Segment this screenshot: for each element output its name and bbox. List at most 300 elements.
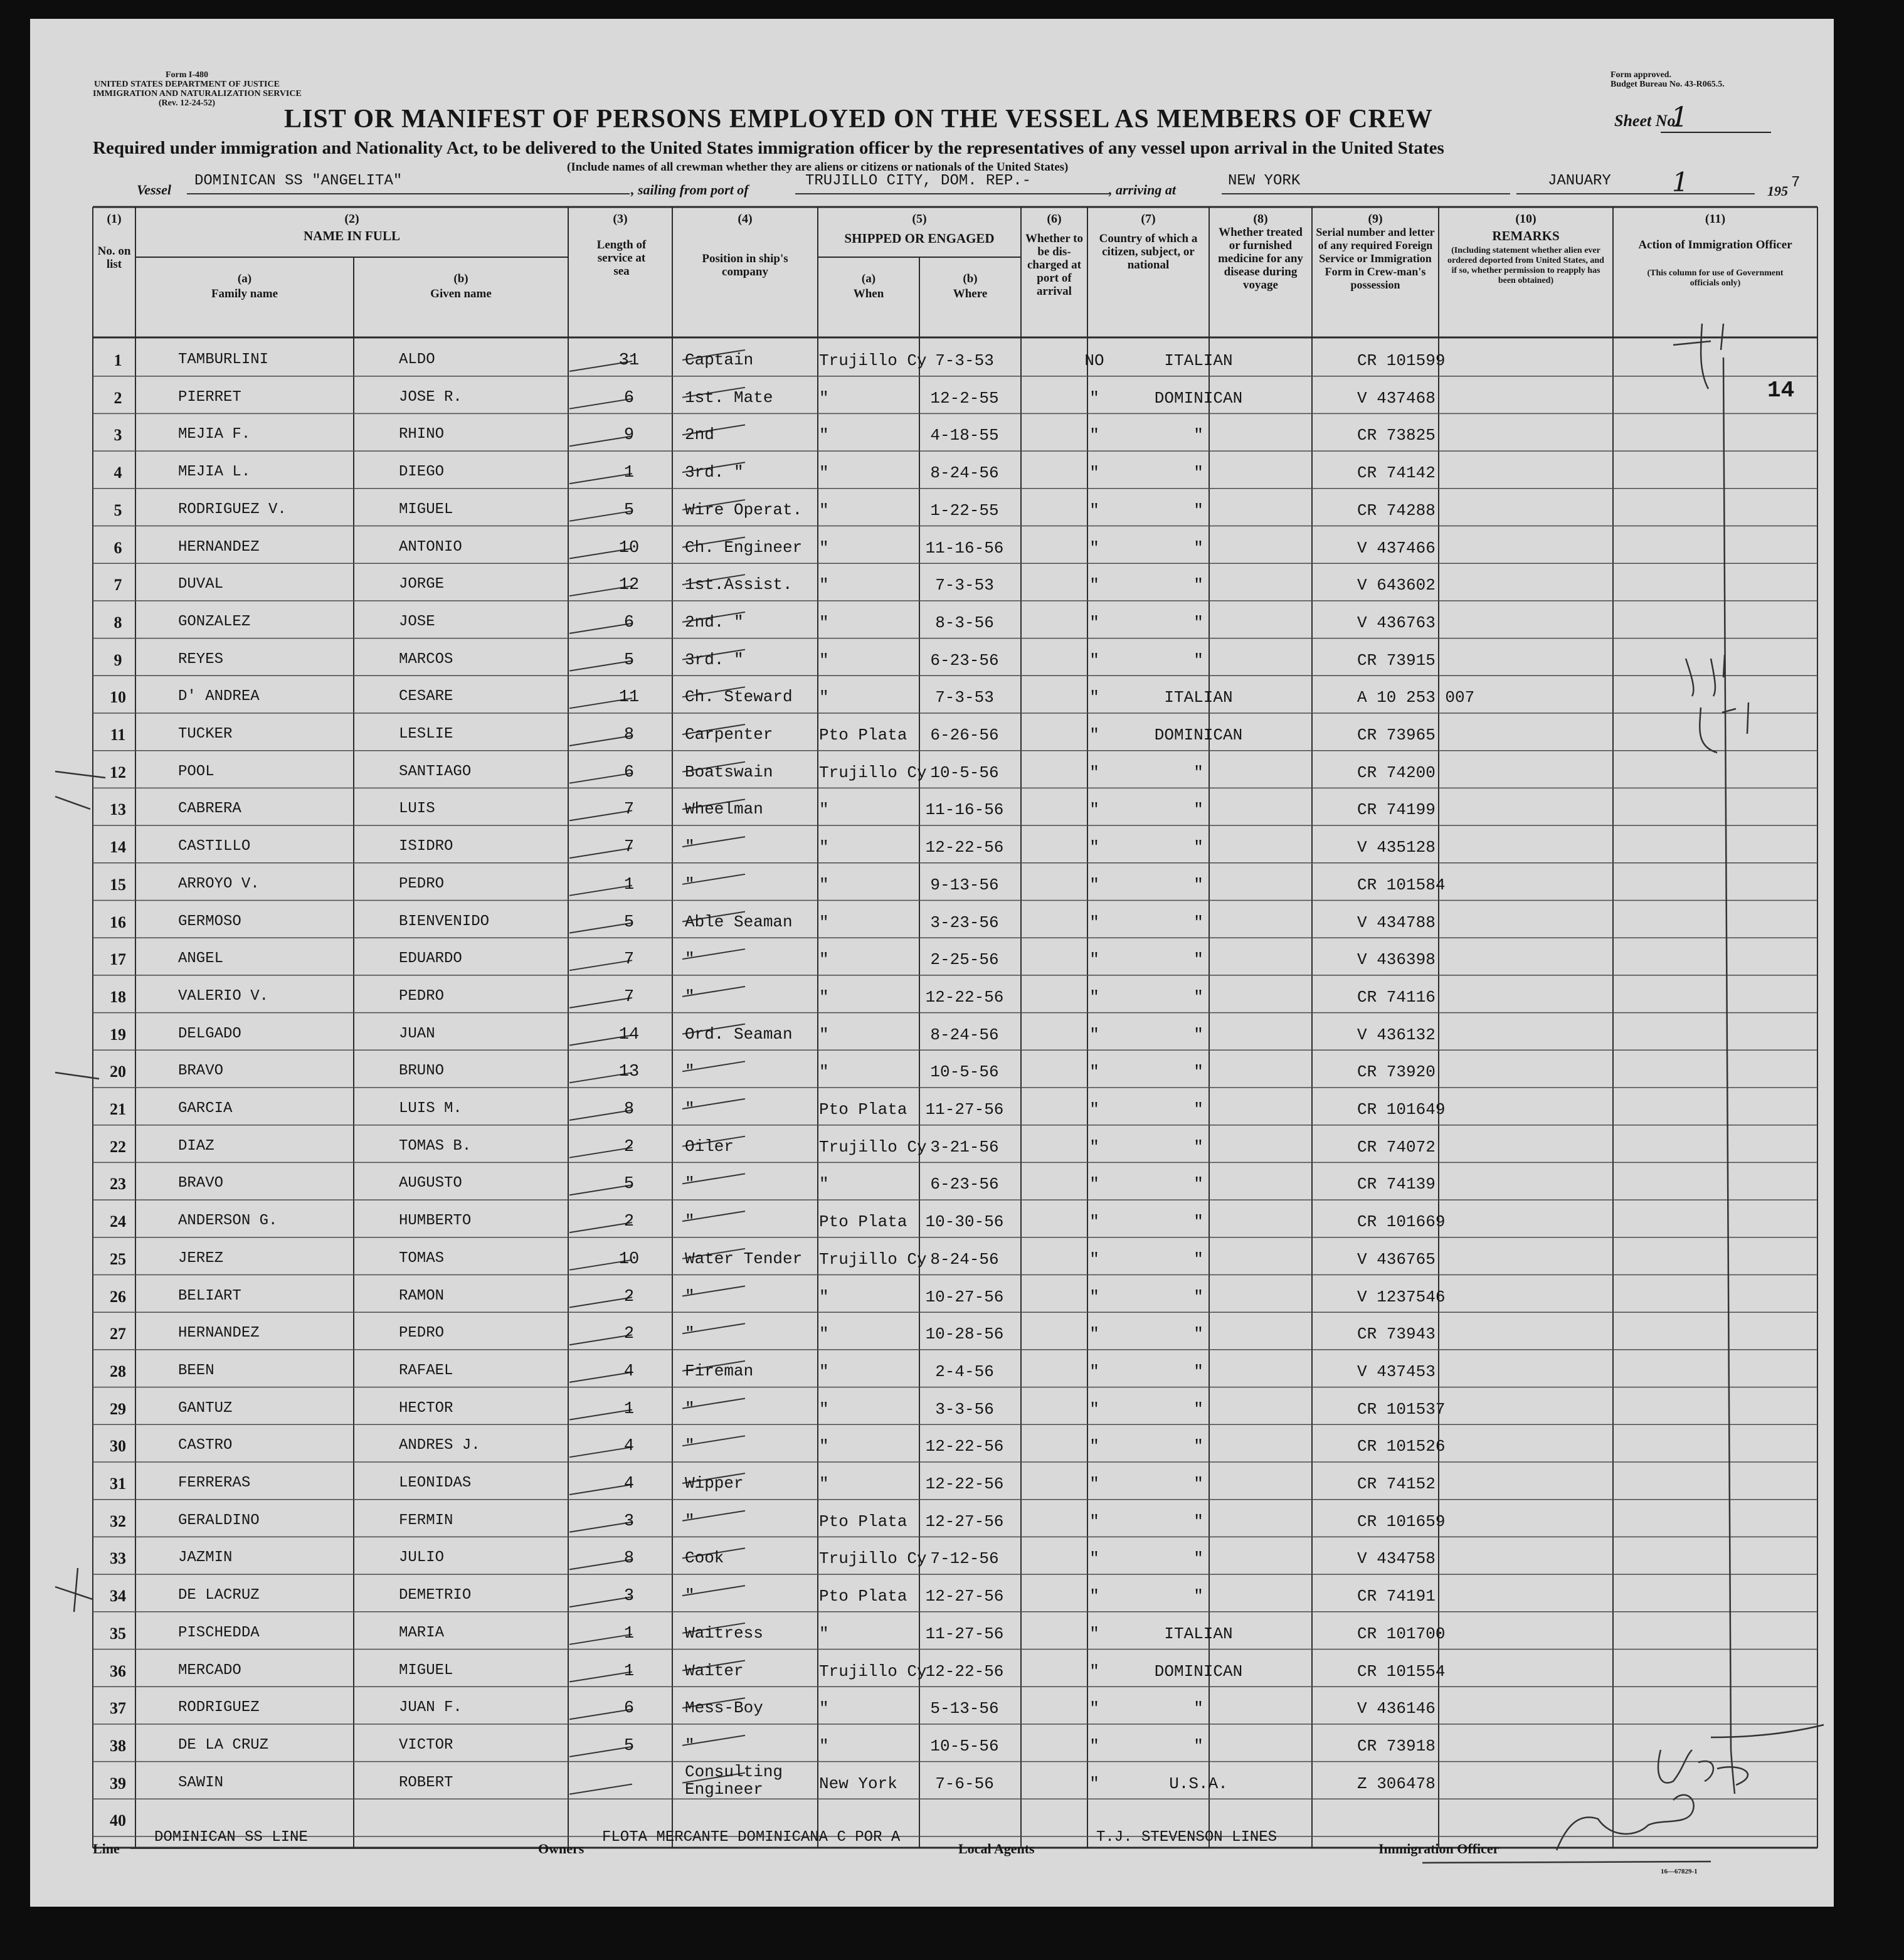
col-family-letter: (a) [237,272,252,285]
position-cell: " [685,987,695,1006]
discharged-cell: " [1089,426,1099,445]
given-name-cell: MIGUEL [399,1661,453,1679]
shipped-when-cell: Trujillo Cy [819,1549,927,1569]
family-name-cell: DELGADO [178,1025,241,1042]
table-row [93,1537,1817,1574]
given-name-cell: BIENVENIDO [399,913,490,930]
position-cell: Cook [685,1549,724,1568]
col-no-label: No. on list [97,245,131,271]
country-cell: ITALIAN [1164,351,1233,370]
service-name: IMMIGRATION AND NATURALIZATION SERVICE [93,89,302,98]
country-cell: " [1193,1175,1203,1194]
given-name-cell: JUAN [399,1025,435,1042]
serial-number-cell: CR 74139 [1357,1175,1436,1194]
family-name-cell: JEREZ [178,1249,224,1267]
length-of-service-cell: 1 [623,875,635,894]
length-of-service-cell: 2 [623,1287,635,1306]
row-number: 16 [110,913,126,931]
table-row [93,1574,1817,1611]
length-of-service-cell: 1 [623,1399,635,1419]
row-number: 21 [110,1100,126,1118]
serial-number-cell: CR 101599 [1357,351,1446,370]
given-name-cell: JOSE R. [399,388,462,406]
country-cell: " [1193,1736,1203,1756]
plate-code: 16—67829-1 [1661,1868,1698,1875]
shipped-when-cell: " [819,875,829,894]
table-row [93,1088,1817,1125]
discharged-cell: " [1089,1100,1099,1119]
family-name-cell: BRAVO [178,1175,224,1192]
serial-number-cell: CR 74072 [1357,1137,1436,1157]
include-note: (Include names of all crewman whether they are aliens or citizens or nationals of the United States) [567,161,1069,174]
discharged-cell: " [1089,1025,1099,1044]
given-name-cell: MARCOS [399,650,453,668]
line-underline [130,1848,551,1849]
shipped-where-cell: 4-18-55 [930,426,999,445]
family-name-cell: SAWIN [178,1774,224,1791]
length-of-service-cell: 6 [623,613,635,632]
serial-number-cell: CR 73825 [1357,426,1436,445]
given-name-cell: CESARE [399,688,453,706]
row-number: 33 [110,1549,126,1568]
family-name-cell: HERNANDEZ [178,538,260,556]
length-of-service-cell: 7 [623,950,635,970]
length-of-service-cell: 11 [618,688,640,707]
serial-number-cell: V 436763 [1357,613,1436,632]
serial-number-cell: CR 73965 [1357,726,1436,744]
family-name-cell: DE LA CRUZ [178,1736,269,1754]
shipped-when-cell: " [819,1325,829,1344]
shipped-where-cell: 12-22-56 [925,1437,1004,1456]
given-name-cell: ANDRES J. [399,1437,480,1454]
family-name-cell: MERCADO [178,1661,241,1679]
length-of-service-cell: 4 [623,1362,635,1381]
serial-number-cell: V 434758 [1357,1549,1436,1569]
given-name-cell: TOMAS B. [399,1137,472,1155]
agents-value: T.J. STEVENSON LINES [1096,1829,1277,1846]
shipped-where-cell: 2-4-56 [935,1362,994,1381]
position-cell: Carpenter [685,725,773,744]
serial-number-cell: CR 73920 [1357,1062,1436,1082]
position-cell: " [685,1099,695,1118]
shipped-where-cell: 7-12-56 [930,1549,999,1569]
table-row [93,413,1817,450]
table-row [93,901,1817,938]
discharged-cell: " [1089,1587,1099,1606]
serial-number-cell: CR 101554 [1357,1661,1446,1681]
discharged-cell: " [1089,613,1099,632]
serial-number-cell: CR 74288 [1357,501,1436,520]
given-name-cell: JUAN F. [399,1699,462,1717]
serial-number-cell: V 434788 [1357,913,1436,932]
shipped-when-cell: Trujillo Cy [819,1137,927,1157]
shipped-when-cell: " [819,838,829,857]
position-cell: 2nd [685,425,714,445]
col-serial-number: (9) [1368,212,1383,226]
shipped-where-cell: 5-13-56 [930,1699,999,1719]
shipped-where-cell: 12-22-56 [925,1475,1004,1493]
country-cell: " [1193,576,1203,595]
shipped-where-cell: 8-24-56 [930,464,999,483]
discharged-cell: " [1089,1325,1099,1344]
given-name-cell: DEMETRIO [399,1587,472,1604]
country-cell: ITALIAN [1164,1624,1233,1643]
shipped-where-cell: 7-6-56 [935,1774,994,1793]
shipped-where-cell: 11-27-56 [925,1100,1004,1119]
length-of-service-cell: 7 [623,800,635,820]
col-family-label: Family name [211,287,278,300]
discharged-cell: " [1089,1437,1099,1456]
col-given-label: Given name [430,287,492,300]
serial-number-cell: CR 73915 [1357,650,1436,670]
serial-number-cell: V 436132 [1357,1025,1436,1044]
discharged-cell: " [1089,1287,1099,1306]
shipped-when-cell: " [819,1062,829,1082]
date-underline [1516,193,1755,194]
form-approved-text: Form approved. [1610,70,1671,80]
table-row [93,1650,1817,1687]
family-name-cell: HERNANDEZ [178,1325,260,1342]
country-cell: DOMINICAN [1154,726,1243,744]
position-cell: " [685,1735,695,1755]
family-name-cell: GERMOSO [178,913,241,930]
row-number: 19 [110,1025,126,1044]
serial-number-cell: V 643602 [1357,576,1436,595]
row-number: 17 [110,950,126,969]
position-cell: " [685,874,695,894]
country-cell: " [1193,1137,1203,1157]
table-row [93,975,1817,1012]
col-remarks-note: (Including statement whether alien ever ordered deported from United States, and if so, whether permission to reapply has been obtained) [1447,246,1604,285]
country-cell: " [1193,875,1203,894]
col-shipped-label: SHIPPED OR ENGAGED [844,231,995,246]
country-cell: " [1193,1325,1203,1344]
given-name-cell: LEONIDAS [399,1475,472,1491]
row-number: 30 [110,1437,126,1456]
arriving-label: , arriving at [1109,182,1176,198]
sheet-underline [1661,132,1771,133]
col-discharged-label: Whether to be dis-charged at port of arrival [1025,232,1083,298]
sheet-label: Sheet No. [1614,112,1679,130]
discharged-cell: " [1089,726,1099,744]
table-row [93,1312,1817,1349]
shipped-when-cell: " [819,426,829,445]
family-name-cell: RODRIGUEZ V. [178,501,287,518]
table-row [93,339,1817,376]
shipped-where-cell: 7-3-53 [935,576,994,595]
serial-number-cell: CR 101584 [1357,875,1446,894]
shipped-when-cell: " [819,501,829,520]
serial-number-cell: V 436765 [1357,1249,1436,1269]
serial-number-cell: V 437453 [1357,1362,1436,1381]
shipped-where-cell: 10-28-56 [925,1325,1004,1344]
family-name-cell: BEEN [178,1362,214,1379]
discharged-cell: " [1089,1399,1099,1419]
shipped-where-cell: 7-3-53 [935,351,994,370]
col-medicine-number: (8) [1253,212,1268,226]
sailing-label: , sailing from port of [631,182,749,198]
discharged-cell: " [1089,800,1099,820]
position-cell: Boatswain [685,762,773,781]
serial-number-cell: Z 306478 [1357,1774,1436,1793]
sailing-port: TRUJILLO CITY, DOM. REP.- [805,172,1032,189]
length-of-service-cell: 7 [623,987,635,1007]
shipped-when-cell: Trujillo Cy [819,763,927,782]
shipped-where-cell: 12-27-56 [925,1587,1004,1606]
shipped-when-cell: Pto Plata [819,1587,907,1606]
serial-number-cell: CR 101659 [1357,1512,1446,1531]
position-cell: 3rd. " [685,463,744,482]
owners-label: Owners [538,1841,584,1857]
position-cell: Ch. Steward [685,687,793,707]
table-row [93,563,1817,600]
shipped-when-cell: " [819,613,829,632]
family-name-cell: VALERIO V. [178,987,269,1005]
shipped-when-cell: Pto Plata [819,1212,907,1232]
given-name-cell: RAMON [399,1287,445,1305]
country-cell: " [1193,800,1203,820]
family-name-cell: ANGEL [178,950,224,968]
row-number: 35 [110,1624,126,1643]
col-remarks-number: (10) [1515,212,1536,226]
position-cell: " [685,1174,695,1194]
length-of-service-cell: 6 [623,388,635,408]
shipped-where-cell: 3-23-56 [930,913,999,932]
table-row [93,1500,1817,1537]
col-country-label: Country of which a citizen, subject, or national [1099,232,1198,272]
family-name-cell: CASTRO [178,1437,233,1454]
handwritten-number: 14 [1767,378,1795,403]
shipped-when-cell: " [819,800,829,820]
row-number: 15 [110,875,126,894]
position-cell: 2nd. " [685,612,744,632]
position-cell: Fireman [685,1361,754,1380]
family-name-cell: GARCIA [178,1100,233,1117]
discharged-cell: " [1089,950,1099,970]
length-of-service-cell: 3 [623,1512,635,1531]
length-of-service-cell: 8 [623,726,635,744]
family-name-cell: BRAVO [178,1062,224,1080]
position-cell: Waitress [685,1623,763,1643]
discharged-cell: " [1089,1661,1099,1681]
line-label: Line [93,1841,120,1857]
discharged-cell: " [1089,388,1099,408]
length-of-service-cell: 5 [623,913,635,932]
family-name-cell: TUCKER [178,726,233,743]
shipped-where-cell: 6-26-56 [930,726,999,744]
shipped-when-cell: New York [819,1774,897,1793]
shipped-where-cell: 12-2-55 [930,388,999,408]
country-cell: " [1193,501,1203,520]
length-of-service-cell: 31 [618,351,640,370]
position-cell: Wire Operat. [685,500,803,519]
col-given-letter: (b) [453,272,468,285]
discharged-cell: " [1089,464,1099,483]
budget-bureau-number: Budget Bureau No. 43-R065.5. [1610,80,1725,89]
discharged-cell: " [1089,688,1099,707]
country-cell: " [1193,650,1203,670]
serial-number-cell: V 1237546 [1357,1287,1446,1306]
col-where-label: Where [953,287,988,300]
serial-number-cell: CR 101669 [1357,1212,1446,1232]
position-cell: Waiter [685,1661,744,1680]
row-number: 37 [110,1699,126,1718]
shipped-when-cell: " [819,1736,829,1756]
row-number: 27 [110,1325,126,1343]
col-action-note: (This column for use of Government officials only) [1647,268,1784,288]
family-name-cell: POOL [178,763,214,780]
shipped-when-cell: " [819,538,829,558]
family-name-cell: DUVAL [178,576,224,593]
row-number: 18 [110,987,126,1006]
table-row [93,526,1817,563]
arriving-port: NEW YORK [1228,172,1301,189]
shipped-where-cell: 11-16-56 [925,538,1004,558]
country-cell: " [1193,1475,1203,1493]
position-cell: Wipper [685,1474,744,1493]
shipped-when-cell: " [819,1475,829,1493]
serial-number-cell: CR 101537 [1357,1399,1446,1419]
serial-number-cell: CR 74199 [1357,800,1436,820]
given-name-cell: ISIDRO [399,838,453,856]
table-row [93,1350,1817,1387]
form-approved-block [1610,70,1725,89]
discharged-cell: " [1089,1175,1099,1194]
table-row [93,1762,1817,1799]
row-number: 7 [114,576,122,595]
family-name-cell: REYES [178,650,224,668]
col-remarks-label: REMARKS [1492,228,1560,243]
discharged-cell: " [1089,1512,1099,1531]
country-cell: " [1193,1587,1203,1606]
table-row [93,713,1817,750]
position-cell: Captain [685,351,754,369]
shipped-where-cell: 10-5-56 [930,763,999,782]
given-name-cell: ALDO [399,351,435,368]
table-row [93,1724,1817,1761]
position-cell: " [685,1212,695,1231]
country-cell: " [1193,538,1203,558]
given-name-cell: DIEGO [399,464,445,481]
table-row [93,638,1817,675]
position-cell: 1st. Mate [685,388,773,407]
given-name-cell: HECTOR [399,1399,453,1417]
discharged-cell: NO [1084,351,1104,370]
shipped-when-cell: " [819,1624,829,1643]
shipped-when-cell: " [819,1287,829,1306]
discharged-cell: " [1089,538,1099,558]
discharged-cell: " [1089,1062,1099,1082]
agents-label: Local Agents [958,1841,1035,1857]
country-cell: " [1193,1025,1203,1044]
shipped-when-cell: " [819,913,829,932]
country-cell: " [1193,838,1203,857]
row-number: 1 [114,351,122,369]
shipped-when-cell: Trujillo Cy [819,1249,927,1269]
col-when-label: When [853,287,884,300]
country-cell: U.S.A. [1169,1774,1228,1793]
shipped-where-cell: 1-22-55 [930,501,999,520]
given-name-cell: PEDRO [399,987,445,1005]
table-row [93,601,1817,638]
table-row [93,1125,1817,1162]
country-cell: " [1193,913,1203,932]
row-number: 13 [110,800,126,819]
position-cell: " [685,1436,695,1456]
length-of-service-cell: 14 [618,1025,640,1044]
discharged-cell: " [1089,1549,1099,1569]
shipped-where-cell: 10-5-56 [930,1736,999,1756]
length-of-service-cell: 13 [618,1062,640,1082]
country-cell: " [1193,613,1203,632]
revision-date: (Rev. 12-24-52) [158,98,216,108]
shipped-when-cell: " [819,464,829,483]
country-cell: " [1193,1100,1203,1119]
owners-value: FLOTA MERCANTE DOMINICANA C POR A [602,1829,901,1846]
row-number: 29 [110,1399,126,1418]
table-row [93,1013,1817,1050]
shipped-where-cell: 8-24-56 [930,1025,999,1044]
length-of-service-cell: 3 [623,1587,635,1606]
length-of-service-cell: 10 [618,1249,640,1269]
shipped-when-cell: Pto Plata [819,726,907,744]
table-row [93,1162,1817,1199]
shipped-when-cell: " [819,1399,829,1419]
discharged-cell: " [1089,1362,1099,1381]
table-row [93,1387,1817,1424]
table-row [93,788,1817,825]
row-number: 23 [110,1175,126,1194]
shipped-when-cell: " [819,1175,829,1194]
shipped-when-cell: " [819,1025,829,1044]
country-cell: " [1193,950,1203,970]
shipped-where-cell: 10-30-56 [925,1212,1004,1232]
given-name-cell: FERMIN [399,1512,453,1529]
position-cell: " [685,950,695,969]
col-name-label: NAME IN FULL [303,228,400,243]
shipped-when-cell: " [819,688,829,707]
serial-number-cell: CR 74116 [1357,987,1436,1007]
length-of-service-cell: 1 [623,1624,635,1643]
country-cell: " [1193,1287,1203,1306]
position-cell: Water Tender [685,1249,803,1268]
serial-number-cell: CR 101526 [1357,1437,1446,1456]
family-name-cell: PIERRET [178,388,241,406]
table-row [93,1687,1817,1724]
given-name-cell: MARIA [399,1624,445,1641]
serial-number-cell: CR 74191 [1357,1587,1436,1606]
shipped-when-cell: " [819,987,829,1007]
officer-label: Immigration Officer [1378,1841,1499,1857]
given-name-cell: LUIS [399,800,435,818]
row-number: 36 [110,1661,126,1680]
serial-number-cell: CR 101649 [1357,1100,1446,1119]
serial-number-cell: CR 73943 [1357,1325,1436,1344]
country-cell: " [1193,1549,1203,1569]
row-number: 2 [114,388,122,407]
row-number: 24 [110,1212,126,1231]
position-cell: " [685,1062,695,1081]
family-name-cell: TAMBURLINI [178,351,269,368]
table-row [93,376,1817,413]
arriving-underline [1222,193,1510,194]
position-cell: Wheelman [685,800,763,819]
col-length-label: Length of service at sea [596,238,647,278]
family-name-cell: D' ANDREA [178,688,260,706]
col-name-number: (2) [344,212,359,226]
family-name-cell: MEJIA F. [178,426,251,443]
table-row [93,489,1817,526]
